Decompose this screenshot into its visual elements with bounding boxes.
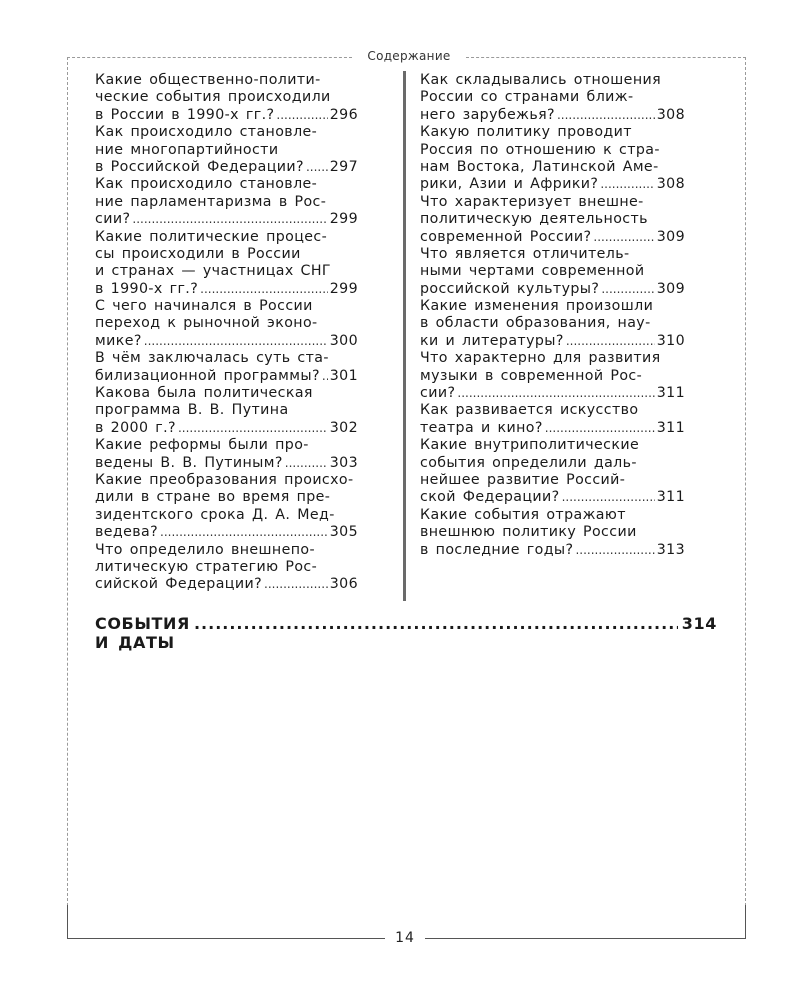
dot-leader [557,107,655,124]
toc-entry-page: 308 [656,176,685,193]
toc-entry-page: 308 [656,106,685,123]
toc-entry-last-line [420,333,685,350]
toc-entry-line: литическую стратегию Рос- [95,558,318,575]
toc-entry-last-line [95,159,358,176]
toc-entry-last-line [420,229,685,246]
toc-entry[interactable] [95,472,358,542]
toc-entry-last-line [95,576,358,593]
toc-entry-last-line [95,211,358,228]
toc-entry-line: нейшее развитие Россий- [420,471,626,488]
toc-entry-last-line [420,385,685,402]
dot-leader [600,176,654,193]
toc-entry[interactable] [95,124,358,176]
toc-entry[interactable] [420,298,685,350]
toc-entry[interactable] [95,176,358,228]
toc-entry-line: Как происходило становле- [95,124,318,141]
toc-entry-page: 311 [656,489,685,506]
frame-left-border [67,57,68,936]
toc-entry[interactable] [95,72,358,124]
toc-entry-line: Россия по отношению к стра- [420,141,660,158]
toc-entry-text: билизационной программы? [95,367,320,384]
toc-entry-line: Какие политические процес- [95,228,328,245]
toc-entry-page: 309 [656,228,685,245]
toc-entry-text: в последние годы? [420,541,574,558]
dot-leader [200,281,328,298]
header-rule-right [466,57,746,58]
toc-entry[interactable] [420,402,685,437]
toc-entry-line: дили в стране во время пре- [95,489,331,506]
dot-leader [601,281,654,298]
toc-entry-line: и странах — участницах СНГ [95,263,331,280]
toc-entry-line: Что характеризует внешне- [420,193,644,210]
toc-entry-line: зидентского срока Д. А. Мед- [95,506,335,523]
toc-entry-page: 299 [329,280,358,297]
toc-entry[interactable] [95,385,358,437]
toc-entry[interactable] [420,350,685,402]
toc-entry-last-line [95,107,358,124]
toc-entry-text: ской Федерации? [420,489,560,506]
toc-entry-line: России со странами ближ- [420,89,634,106]
toc-entry-line: Что характерно для развития [420,350,661,367]
toc-entry-page: 310 [656,332,685,349]
toc-entry-line: Что определило внешнепо- [95,541,315,558]
dot-leader [178,420,328,437]
toc-entry-page: 297 [329,158,358,175]
toc-entry[interactable] [95,542,358,594]
toc-entry-line: Как развивается искусство [420,402,639,419]
toc-entry-line: С чего начинался в России [95,298,313,315]
dot-leader [322,368,328,385]
dot-leader [264,576,328,593]
toc-entry-line: нам Востока, Латинской Аме- [420,158,659,175]
toc-entry-text: российской культуры? [420,280,600,297]
dot-leader [194,614,678,633]
toc-entry-last-line [95,368,358,385]
toc-entry-page: 306 [329,576,358,593]
toc-entry-line: Какие преобразования происхо- [95,471,354,488]
toc-entry-text: сийской Федерации? [95,576,263,593]
dot-leader [457,385,654,402]
toc-entry-line: Как происходило становле- [95,176,318,193]
toc-entry-text: него зарубежья? [420,106,555,123]
toc-entry-line: Какую политику проводит [420,124,632,141]
frame-corner-bottom-left [67,905,68,938]
toc-entry-text: рики, Азии и Африки? [420,176,599,193]
toc-entry-line: Как складывались отношения [420,72,662,88]
toc-entry-last-line [420,489,685,506]
toc-entry-text: сии? [95,211,131,228]
toc-entry-last-line [420,420,685,437]
toc-entry-line: Какие внутриполитические [420,437,640,454]
toc-entry[interactable] [95,298,358,350]
toc-entry-last-line [420,107,685,124]
toc-section-entry[interactable] [95,614,717,652]
toc-left-column [95,72,358,594]
toc-entry-line: внешнюю политику России [420,524,637,541]
toc-entry-page: 296 [329,106,358,123]
toc-entry-line: Какова была политическая [95,385,313,402]
toc-entry-last-line [95,333,358,350]
toc-entry-last-line [420,176,685,193]
toc-entry-last-line [95,281,358,298]
column-divider [403,71,406,601]
toc-entry-last-line [95,455,358,472]
toc-entry-line: программа В. В. Путина [95,402,289,419]
toc-entry-last-line [95,524,358,541]
frame-right-border [745,57,746,936]
toc-entry-last-line [95,420,358,437]
footer-rule-right [425,938,746,939]
dot-leader [276,107,327,124]
dot-leader [285,455,328,472]
toc-entry[interactable] [95,437,358,472]
toc-entry-page: 302 [329,419,358,436]
toc-entry-text: в 2000 г.? [95,419,176,436]
toc-entry-last-line [420,542,685,559]
toc-entry-text: театра и кино? [420,419,543,436]
toc-entry-page: 309 [656,280,685,297]
running-header: Содержание [367,49,451,63]
toc-entry-text: ведева? [95,524,159,541]
toc-entry[interactable] [420,124,685,194]
toc-entry-line: Что является отличитель- [420,245,630,262]
toc-entry-text: в 1990-х гг.? [95,280,199,297]
dot-leader [545,420,655,437]
toc-entry[interactable] [95,229,358,299]
header-rule-left [67,57,352,58]
toc-entry-page: 311 [656,419,685,436]
page-number: 14 [395,930,415,946]
dot-leader [575,542,654,559]
frame-corner-bottom-right [745,905,746,938]
toc-entry-page: 301 [329,367,358,384]
toc-entry-page: 311 [656,385,685,402]
toc-entry[interactable] [420,246,685,298]
toc-entry-text: в России в 1990-х гг.? [95,106,275,123]
toc-entry-page: 300 [329,332,358,349]
toc-entry-line: Какие общественно-полити- [95,72,321,88]
toc-entry-line: ческие события происходили [95,89,331,106]
toc-entry-line: Какие реформы были про- [95,437,309,454]
dot-leader [132,211,327,228]
toc-entry-line: ние парламентаризма в Рос- [95,193,327,210]
toc-entry-line: в области образования, нау- [420,315,651,332]
dot-leader [566,333,655,350]
toc-entry-page: 303 [329,454,358,471]
dot-leader [306,159,328,176]
toc-entry-text: мике? [95,332,142,349]
toc-entry[interactable] [95,350,358,385]
toc-entry-line: ние многопартийности [95,141,279,158]
toc-entry-line: события определили даль- [420,454,637,471]
toc-entry-line: Какие изменения произошли [420,298,654,315]
toc-entry[interactable] [420,194,685,246]
toc-right-column [420,72,685,559]
toc-entry-line: В чём заключалась суть ста- [95,350,329,367]
toc-entry-text: в Российской Федерации? [95,158,304,175]
toc-entry-page: 313 [656,541,685,558]
toc-entry-line: ными чертами современной [420,263,645,280]
dot-leader [160,524,328,541]
toc-entry-text: сии? [420,385,456,402]
toc-entry[interactable] [420,437,685,507]
toc-entry-last-line [420,281,685,298]
section-page: 314 [681,614,717,633]
toc-entry-line: политическую деятельность [420,211,648,228]
toc-entry-line: Какие события отражают [420,506,626,523]
toc-entry[interactable] [420,72,685,124]
toc-entry-page: 305 [329,524,358,541]
toc-entry-line: сы происходили в России [95,245,301,262]
toc-entry-text: ведены В. В. Путиным? [95,454,283,471]
toc-entry[interactable] [420,507,685,559]
dot-leader [144,333,328,350]
toc-entry-text: ки и литературы? [420,332,564,349]
dot-leader [562,489,655,506]
toc-entry-page: 299 [329,211,358,228]
toc-entry-line: музыки в современной Рос- [420,367,643,384]
footer-rule-left [67,938,385,939]
dot-leader [593,229,654,246]
toc-entry-text: современной России? [420,228,592,245]
toc-entry-line: переход к рыночной эконо- [95,315,318,332]
section-title: СОБЫТИЯ И ДАТЫ [95,614,190,652]
